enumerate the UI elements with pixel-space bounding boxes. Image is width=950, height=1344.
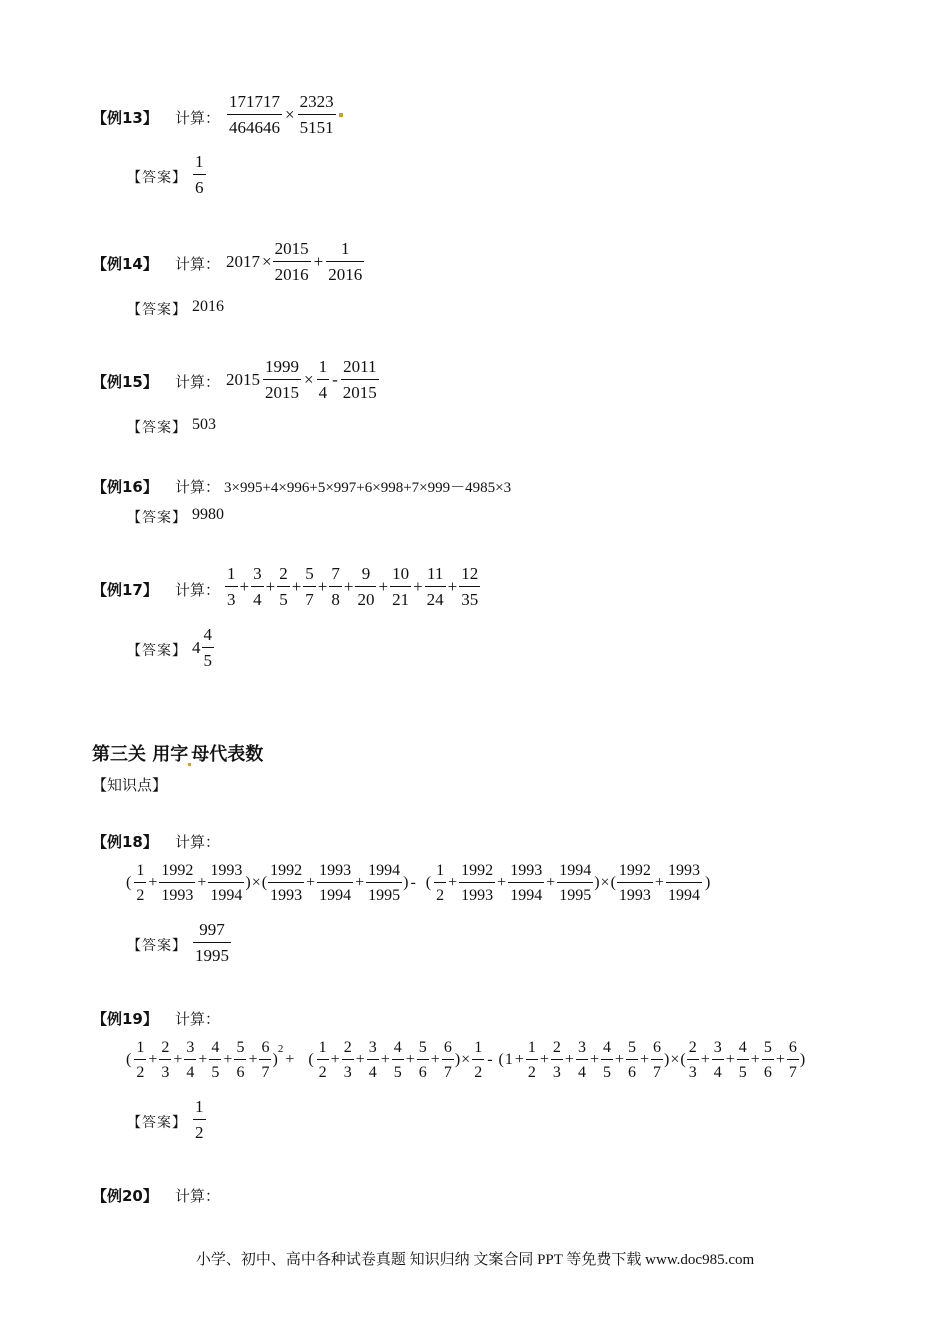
operator: ) [594,874,600,891]
example-17-answer: 4 $\frac{4}{5}$ [192,625,212,670]
operator: + [343,577,354,596]
operator: + [614,1051,624,1068]
fraction: $\frac{11}{24}$ [426,564,444,609]
fraction: $\frac{1}{2}$ [474,1039,483,1081]
fraction: $\frac{1992}{1993}$ [161,862,194,904]
operator: + [640,1051,650,1068]
fraction: $\frac{1993}{1994}$ [319,862,352,904]
fraction: $\frac{2}{3}$ [343,1039,352,1081]
fraction: $\frac{1992}{1993}$ [270,862,303,904]
operator: + [148,1051,158,1068]
fraction: $\frac{10}{21}$ [392,564,410,609]
operator: ( [425,874,432,891]
fraction: $\frac{1993}{1994}$ [210,862,243,904]
operator: ) [799,1051,806,1068]
example-17-expression [224,563,481,611]
example-20-prompt: 计算： [175,1187,221,1205]
fraction: $\frac{4}{5}$ [602,1039,611,1081]
operator: ) [454,1051,461,1068]
operator: + [514,1051,524,1068]
operator: × [461,1051,471,1068]
example-19-prompt: 计算： [175,1010,221,1028]
fraction: $\frac{2}{3}$ [161,1039,170,1081]
operator: + [355,874,365,891]
operator: × [600,874,610,891]
fraction: $\frac{1}{2}$ [436,862,445,904]
operator: + [198,1051,208,1068]
operator: + [291,577,302,596]
operator: + [248,1051,258,1068]
fraction: $\frac{2}{3}$ [552,1039,561,1081]
example-15-expression: 2015 $\frac{1999}{2015}$ × $\frac{1}{4}$ - $\frac{2011}{2015}$ [226,357,377,402]
example-18-answer: $\frac{997}{1995}$ [195,920,229,965]
operator: + [223,1051,233,1068]
fraction: $\frac{5}{6}$ [418,1039,427,1081]
example-15-prompt: 计算： [175,373,221,391]
operator: ( [308,1051,314,1068]
section-title: 第三关 用字 母代表数 [92,744,264,765]
example-20-label: 【例20】 [92,1187,158,1205]
operator: + [497,874,507,891]
example-13-label: 【例13】 [92,109,158,127]
fraction: $\frac{171717}{464646}$ [229,92,280,137]
fraction: $\frac{3}{4}$ [253,564,262,609]
example-15-label: 【例15】 [92,373,158,391]
example-14-prompt: 计算： [175,255,221,273]
operator: + [447,577,458,596]
fraction: $\frac{1}{2}$ [318,1039,327,1081]
operator: ( [498,1051,504,1068]
fraction: $\frac{3}{4}$ [713,1039,722,1081]
example-13-answer: $\frac{1}{6}$ [195,152,204,197]
fraction: $\frac{4}{5}$ [211,1039,220,1081]
operator: + [380,1051,390,1068]
fraction: $\frac{1}{2}$ [136,1039,145,1081]
fraction: $\frac{1}{3}$ [227,564,236,609]
example-17-answer-label: 【答案】 [127,643,187,659]
fraction: $\frac{5}{7}$ [305,564,314,609]
fraction: $\frac{3}{4}$ [368,1039,377,1081]
fraction: $\frac{6}{7}$ [653,1039,662,1081]
example-18-expression [124,860,712,906]
fraction: $\frac{1}{2}$ [136,862,145,904]
example-19-label: 【例19】 [92,1010,158,1028]
fraction: $\frac{6}{7}$ [443,1039,452,1081]
operator: + [564,1051,574,1068]
operator: ( [126,1051,132,1068]
example-13-prompt: 计算： [175,109,221,127]
operator: + [285,1051,295,1068]
operator: - [410,874,416,891]
operator: + [173,1051,183,1068]
fraction: $\frac{1992}{1993}$ [461,862,494,904]
example-18-prompt: 计算： [175,833,221,851]
example-13-answer-label: 【答案】 [127,170,187,186]
operator: + [330,1051,340,1068]
operator: 1 [504,1051,513,1068]
example-16-prompt: 计算： [175,478,221,496]
example-14-label: 【例14】 [92,255,158,273]
example-16-answer: 9980 [192,506,224,523]
operator: ) [664,1051,670,1068]
example-17-label: 【例17】 [92,581,158,599]
example-14-answer-label: 【答案】 [127,302,187,318]
example-15-answer: 503 [192,416,216,433]
operator: + [654,874,664,891]
operator: + [413,577,423,596]
operator: ( [610,874,616,891]
fraction: $\frac{2}{5}$ [279,564,288,609]
operator: + [546,874,556,891]
fraction: $\frac{5}{6}$ [763,1039,772,1081]
operator: + [448,874,458,891]
fraction: $\frac{4}{5}$ [393,1039,402,1081]
operator: × [670,1051,680,1068]
operator: ( [126,874,132,891]
example-18-label: 【例18】 [92,833,158,851]
operator: + [317,577,328,596]
example-18-answer-label: 【答案】 [127,938,187,954]
knowledge-point-label: 【知识点】 [92,776,168,794]
operator: ) [245,874,251,891]
operator: ( [261,874,268,891]
fraction: $\frac{1992}{1993}$ [618,862,651,904]
operator: + [239,577,250,596]
fraction: $\frac{3}{4}$ [186,1039,195,1081]
operator: + [589,1051,599,1068]
operator: + [265,577,276,596]
fraction: $\frac{2}{3}$ [688,1039,697,1081]
fraction: $\frac{1993}{1994}$ [667,862,700,904]
operator: ) [403,874,409,891]
fraction: $\frac{1994}{1995}$ [559,862,592,904]
operator: ) [704,874,711,891]
operator: + [750,1051,760,1068]
operator: + [539,1051,549,1068]
operator: + [725,1051,735,1068]
example-13-expression: $\frac{171717}{464646}$ × $\frac{2323}{5151}$ [226,91,343,139]
operator: + [306,874,316,891]
fraction: $\frac{6}{7}$ [788,1039,797,1081]
example-19-expression [124,1037,805,1083]
example-14-answer: 2016 [192,298,224,315]
example-15-answer-label: 【答案】 [127,420,187,436]
fraction: $\frac{5}{6}$ [236,1039,245,1081]
fraction: $\frac{9}{20}$ [357,564,375,609]
fraction: $\frac{1}{2}$ [527,1039,536,1081]
operator: 2 [277,1043,284,1055]
example-16-answer-label: 【答案】 [127,510,187,526]
operator: + [775,1051,785,1068]
page-footer: 小学、初中、高中各种试卷真题 知识归纳 文案合同 PPT 等免费下载 www.doc985.com [195,1252,755,1268]
example-17-prompt: 计算： [175,581,221,599]
operator: + [405,1051,415,1068]
fraction: $\frac{12}{35}$ [461,564,479,609]
operator: ) [272,1051,278,1068]
operator: + [700,1051,710,1068]
operator: + [355,1051,365,1068]
operator: + [378,577,389,596]
fraction: $\frac{1994}{1995}$ [368,862,401,904]
example-19-answer: $\frac{1}{2}$ [195,1097,204,1142]
fraction: $\frac{6}{7}$ [261,1039,270,1081]
operator: + [148,874,158,891]
example-16-expression: 3×995+4×996+5×997+6×998+7×999－4985×3 [224,480,512,496]
example-14-expression: 2017 × $\frac{2015}{2016}$ + $\frac{1}{2016}$ [226,239,363,284]
fraction: $\frac{3}{4}$ [577,1039,586,1081]
operator: + [197,874,207,891]
fraction: $\frac{4}{5}$ [738,1039,747,1081]
marker-dot [339,113,343,117]
fraction: $\frac{7}{8}$ [331,564,340,609]
fraction: $\frac{5}{6}$ [628,1039,636,1081]
fraction: $\frac{1993}{1994}$ [510,862,543,904]
operator: - [487,1051,493,1068]
fraction: $\frac{2323}{5151}$ [299,92,334,137]
operator: ( [680,1051,686,1068]
example-19-answer-label: 【答案】 [127,1115,187,1131]
example-16-label: 【例16】 [92,478,158,496]
operator: + [430,1051,440,1068]
operator: × [251,874,261,891]
